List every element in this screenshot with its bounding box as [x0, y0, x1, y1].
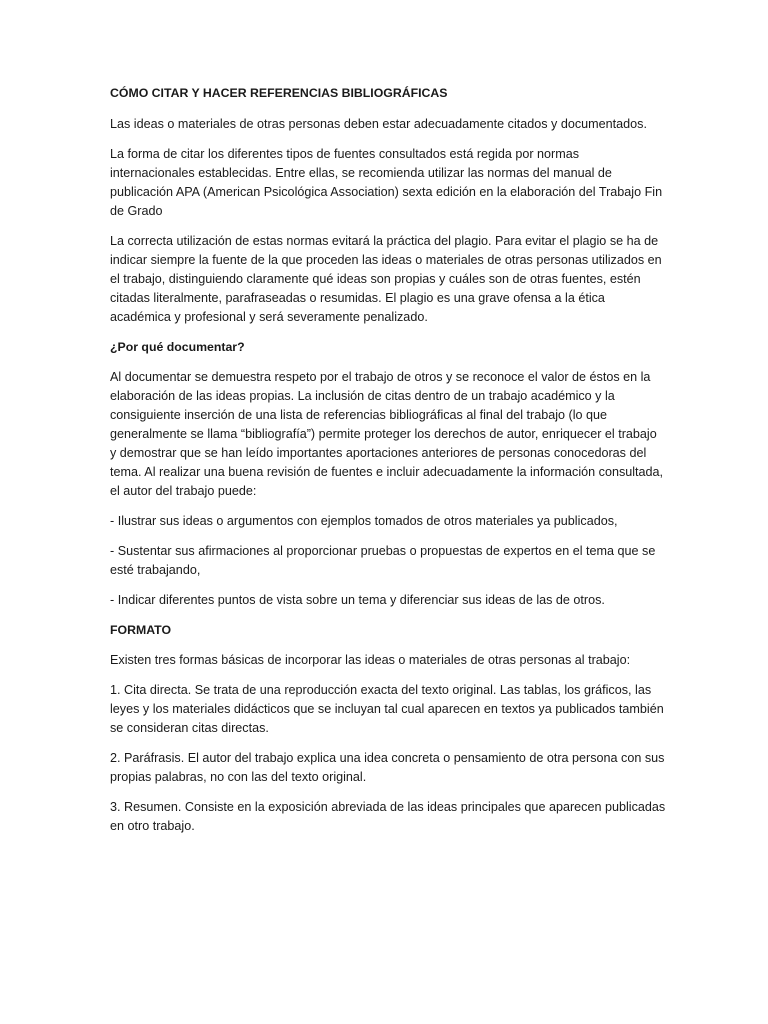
section-heading-format: FORMATO: [110, 623, 172, 637]
list-item-direct-quote: 1. Cita directa. Se trata de una reproducción exacta del texto original. Las tablas, los gráficos, las leyes y los materiales didácticos que se incluyan tal cual aparecen en textos ya publicados también se consideran citas directas.: [110, 683, 664, 735]
paragraph-intro: Las ideas o materiales de otras personas deben estar adecuadamente citados y documentados.: [110, 117, 647, 131]
paragraph-plagiarism: La correcta utilización de estas normas evitará la práctica del plagio. Para evitar el plagio se ha de indicar siempre la fuente de la que proceden las ideas o materiales de otras personas utilizados en el trabajo, distinguiendo claramente qué ideas son propias y cuáles son de otras fuentes, estén citadas literalmente, parafraseadas o resumidas. El plagio es una grave ofensa a la ética académica y profesional y será severamente penalizado.: [110, 234, 662, 324]
paragraph-format-intro: Existen tres formas básicas de incorporar las ideas o materiales de otras personas al trabajo:: [110, 653, 631, 667]
paragraph-why-document: Al documentar se demuestra respeto por el trabajo de otros y se reconoce el valor de éstos en la elaboración de las ideas propias. La inclusión de citas dentro de un trabajo académico y la consiguiente inserción de una lista de referencias bibliográficas al final del trabajo (lo que generalmente se llama “bibliografía”) permite proteger los derechos de autor, enriquecer el trabajo y demostrar que se han leído importantes aportaciones anteriores de personas conocedoras del tema. Al realizar una buena revisión de fuentes e incluir adecuadamente la información consultada, el autor del trabajo puede:: [110, 370, 664, 498]
list-item-summary: 3. Resumen. Consiste en la exposición abreviada de las ideas principales que aparecen publicadas en otro trabajo.: [110, 800, 666, 833]
document-title: CÓMO CITAR Y HACER REFERENCIAS BIBLIOGRÁFICAS: [110, 86, 448, 100]
section-heading-why-document: ¿Por qué documentar?: [110, 340, 245, 354]
document-body: [110, 84, 666, 847]
paragraph-apa-norms: La forma de citar los diferentes tipos de fuentes consultados está regida por normas internacionales establecidas. Entre ellas, se recomienda utilizar las normas del manual de publicación APA (American Psicológica Association) sexta edición en la elaboración del Trabajo Fin de Grado: [110, 147, 663, 218]
list-item-paraphrase: 2. Paráfrasis. El autor del trabajo explica una idea concreta o pensamiento de otra persona con sus propias palabras, no con las del texto original.: [110, 751, 665, 784]
list-item-support: - Sustentar sus afirmaciones al proporcionar pruebas o propuestas de expertos en el tema que se esté trabajando,: [110, 544, 656, 577]
list-item-illustrate: - Ilustrar sus ideas o argumentos con ejemplos tomados de otros materiales ya publicados,: [110, 514, 618, 528]
list-item-viewpoints: - Indicar diferentes puntos de vista sobre un tema y diferenciar sus ideas de las de otros.: [110, 593, 605, 607]
